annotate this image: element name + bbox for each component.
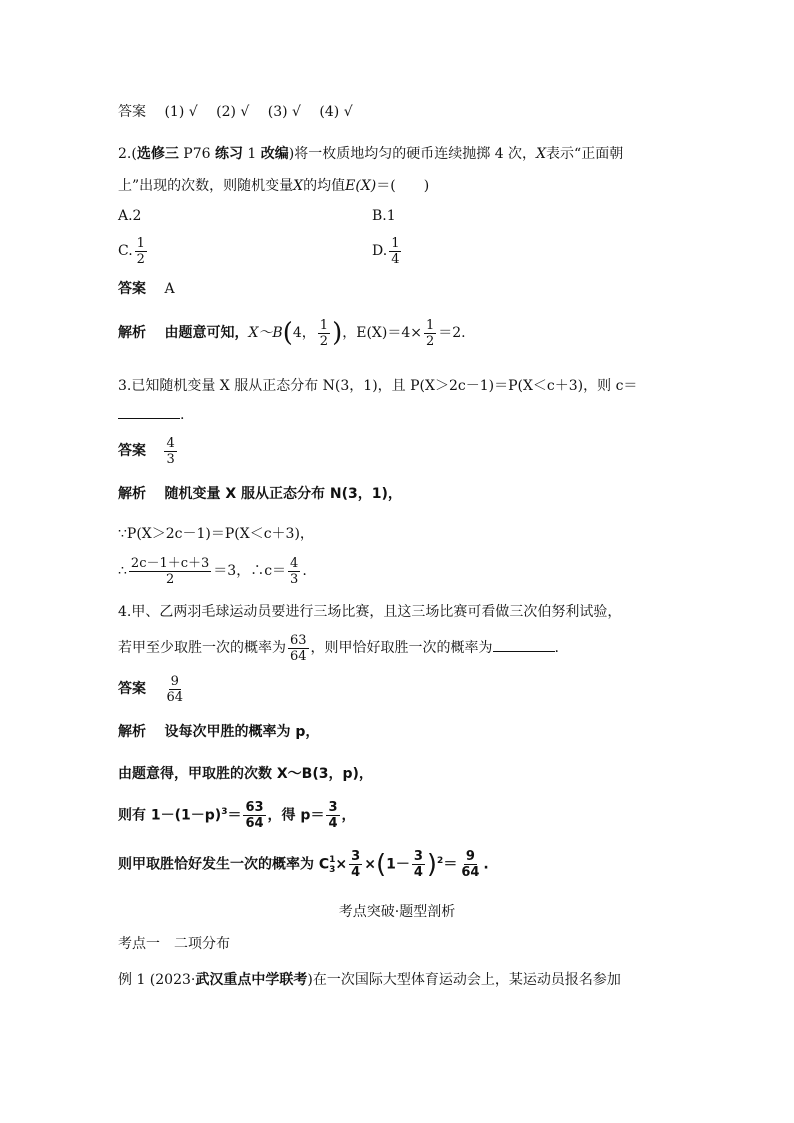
analysis-end: ＝2. (438, 325, 466, 341)
q4-analysis-line3 (118, 792, 356, 836)
period: . (180, 407, 185, 423)
denominator: 64 (166, 689, 183, 705)
denominator: 2 (425, 333, 435, 349)
q4-stem-line2 (118, 628, 559, 668)
numerator: 1 (136, 235, 145, 251)
q4-stem-line1: 4.甲、乙两羽毛球运动员要进行三场比赛，且这三场比赛可看做三次伯努利试验， (118, 604, 622, 620)
analysis-label: 解析 (118, 486, 146, 502)
section-point: 考点一 二项分布 (118, 936, 230, 952)
fraction (389, 236, 401, 267)
numerator: 9 (170, 673, 179, 689)
numerator: 2c－1＋c＋3 (130, 555, 210, 571)
numerator: 63 (245, 800, 264, 816)
numerator: 3 (328, 800, 338, 816)
q3-blank-line (118, 404, 184, 425)
paren-right: ) (332, 318, 343, 348)
q2-stem-text4: 的均值 (303, 178, 346, 194)
answer-item: (3) √ (267, 104, 301, 120)
therefore: ∴ (118, 563, 127, 579)
fraction (135, 236, 147, 267)
analysis-text: 随机变量 X 服从正态分布 N(3，1)， (164, 486, 402, 502)
fraction (164, 674, 185, 705)
answer-label: 答案 (118, 681, 146, 697)
q4-analysis-line (118, 722, 319, 742)
answer-label: 答案 (118, 104, 146, 120)
denominator: 64 (290, 648, 307, 664)
q2-source-num: 1 (242, 146, 261, 162)
analysis-expr: ，E(X)＝4× (342, 325, 422, 341)
expr: 1－ (386, 856, 410, 873)
analysis-label: 解析 (118, 325, 146, 341)
q2-prefix: 2.( (118, 146, 137, 162)
denominator: 4 (328, 816, 338, 832)
numerator: 1 (425, 317, 435, 333)
answer-item: (4) √ (319, 104, 353, 120)
binomial-dist: X～B (248, 325, 283, 341)
q3-stem-line: 3.已知随机变量 X 服从正态分布 N(3，1)，且 P(X＞2c－1)＝P(X＜c＋3)，则 c＝ (118, 378, 638, 394)
q2-stem-text5: ＝( ) (376, 178, 430, 194)
analysis-text: 设每次甲胜的概率为 p， (164, 724, 320, 740)
param-n: 4， (292, 325, 316, 341)
answer-label: 答案 (118, 443, 146, 459)
paren-left: ( (375, 849, 387, 880)
fraction (326, 800, 339, 831)
q2-stem-text: )将一枚质地均匀的硬币连续抛掷 4 次， (288, 146, 537, 162)
comma: ， (341, 807, 356, 824)
fraction (459, 849, 481, 880)
answer-item: (2) √ (216, 104, 250, 120)
denominator: 64 (245, 816, 264, 832)
q4-stem-text2: ，则甲恰好取胜一次的概率为 (310, 640, 493, 656)
numerator: 1 (319, 317, 329, 333)
q3-answer-line (118, 430, 179, 472)
option-label: D. (372, 243, 388, 259)
subscript: 3 (329, 864, 336, 875)
superscript: 1 (329, 854, 336, 865)
denominator: 4 (391, 251, 400, 267)
example-prefix: 例 1 (2023· (118, 972, 196, 988)
answer-blank (118, 404, 180, 419)
section-title: 考点突破·题型剖析 (338, 904, 456, 920)
fraction (164, 436, 176, 467)
q2-stem-text3: 上”出现的次数，则随机变量 (118, 178, 294, 194)
denominator: 64 (461, 865, 480, 881)
fraction (288, 556, 300, 587)
analysis-label: 解析 (118, 724, 146, 740)
step-expr: ＝3，∴c＝ (213, 563, 287, 579)
q2-source-exercise: 练习 (214, 146, 243, 162)
equals: ＝ (443, 856, 458, 873)
q2-var: X (536, 146, 547, 162)
step-end: . (302, 563, 307, 579)
denominator: 4 (351, 865, 361, 881)
q4-stem-text: 若甲至少取胜一次的概率为 (118, 640, 286, 656)
answer-item: (1) √ (164, 104, 198, 120)
times: × (364, 856, 376, 873)
option-label: C. (118, 243, 133, 259)
numerator: 1 (391, 235, 400, 251)
numerator: 63 (290, 632, 307, 648)
fraction (318, 318, 330, 349)
numerator: 3 (413, 849, 423, 865)
numerator: 9 (465, 849, 475, 865)
q2-stem-text2: 表示“正面朝 (546, 146, 624, 162)
numerator: 4 (290, 555, 299, 571)
expr: 则甲取胜恰好发生一次的概率为 C (118, 856, 330, 873)
denominator: 2 (319, 333, 329, 349)
answer-label: 答案 (118, 281, 146, 297)
q3-analysis-line (118, 484, 402, 504)
q1-answer-line (118, 102, 353, 122)
denominator: 4 (413, 865, 423, 881)
denominator: 3 (166, 451, 175, 467)
analysis-text: 由题意可知， (164, 325, 249, 341)
denominator: 2 (136, 251, 145, 267)
fraction (412, 849, 425, 880)
fraction (288, 633, 309, 664)
q2-option-c (118, 232, 149, 270)
exponent: 2 (437, 856, 444, 866)
q2-stem-line2 (118, 176, 429, 196)
numerator: 3 (351, 849, 361, 865)
fraction (243, 800, 265, 831)
expr: 则有 1－(1－p) (118, 807, 222, 824)
q4-analysis-line4 (118, 838, 489, 888)
q3-step1: ∵P(X＞2c－1)＝P(X＜c＋3)， (118, 526, 314, 542)
q4-answer-line (118, 668, 187, 710)
numerator: 4 (166, 435, 175, 451)
q2-option-d (372, 232, 403, 270)
fraction (129, 556, 211, 587)
period: . (483, 856, 489, 873)
times: × (335, 856, 348, 873)
paren-left: ( (282, 318, 293, 348)
example-line (118, 970, 621, 990)
q2-stem-line1 (118, 144, 623, 164)
q2-option-b: B.1 (372, 208, 396, 224)
q2-source: 选修三 (136, 146, 179, 162)
equals: ＝ (227, 807, 242, 824)
example-source: 武汉重点中学联考 (195, 972, 308, 988)
q2-source-adapted: 改编 (260, 146, 289, 162)
exponent: 3 (221, 807, 228, 817)
q3-step2 (118, 552, 307, 590)
paren-right: ) (426, 849, 438, 880)
q4-analysis-line2: 由题意得，甲取胜的次数 X～B(3，p)， (118, 766, 373, 782)
fraction (424, 318, 436, 349)
period: . (554, 640, 559, 656)
q2-analysis-line (118, 312, 466, 354)
example-text: )在一次国际大型体育运动会上，某运动员报名参加 (307, 972, 621, 988)
q2-answer-line (118, 279, 175, 299)
q2-expectation: E(X) (345, 178, 377, 194)
fraction (349, 849, 362, 880)
q2-source-page: P76 (178, 146, 215, 162)
denominator: 2 (165, 571, 175, 587)
q2-var: X (293, 178, 304, 194)
answer-value: A (164, 281, 175, 297)
q2-option-a: A.2 (118, 208, 142, 224)
answer-blank (493, 637, 555, 652)
expr: ，得 p＝ (267, 807, 325, 824)
denominator: 3 (290, 571, 299, 587)
